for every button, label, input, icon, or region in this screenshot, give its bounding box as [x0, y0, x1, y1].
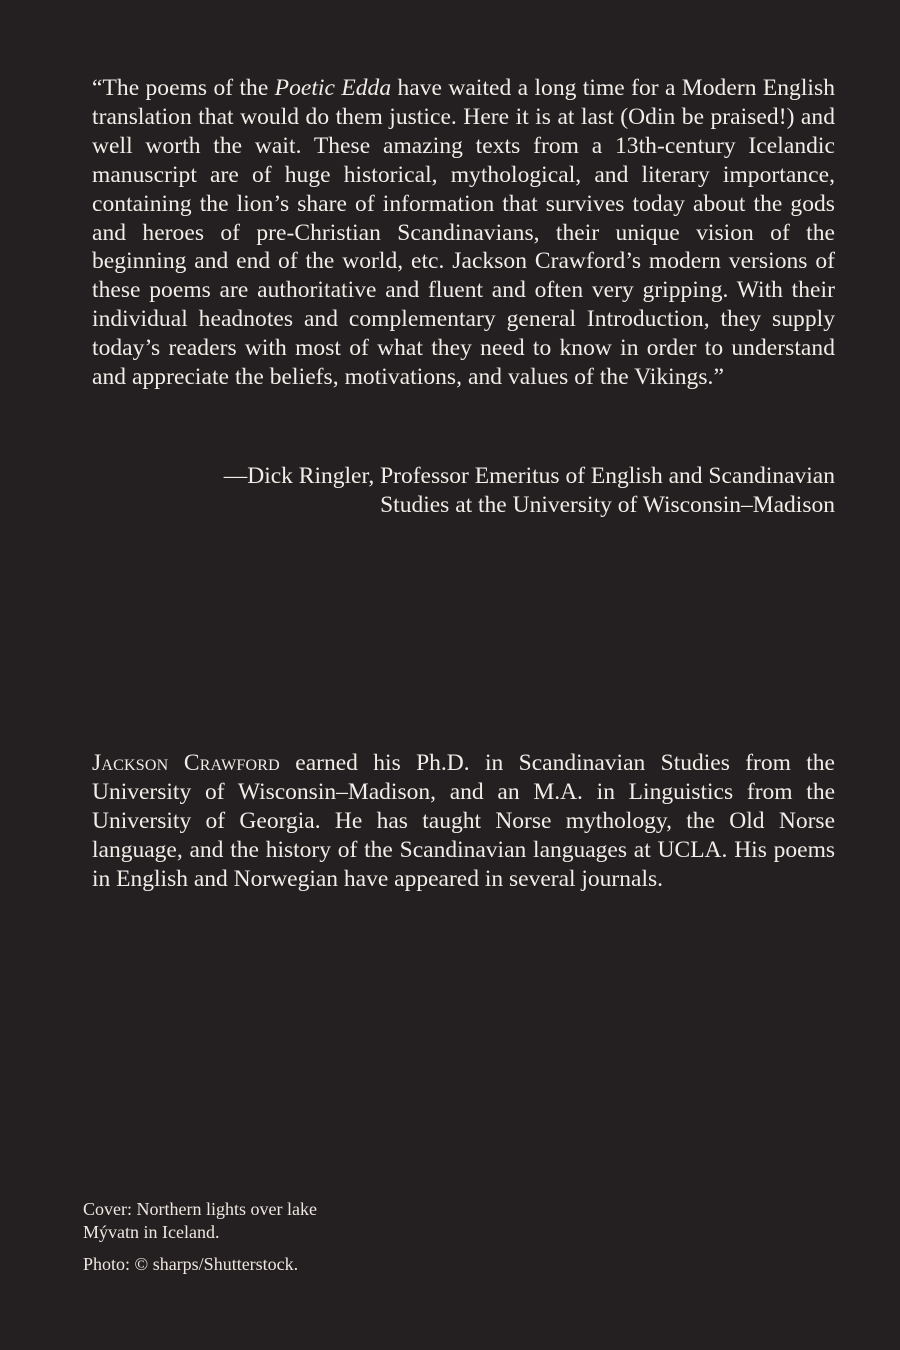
author-name: Jackson Crawford	[92, 750, 280, 776]
cover-credit-line-2: Mývatn in Iceland.	[83, 1222, 220, 1242]
photo-credit: Photo: © sharps/Shutterstock.	[83, 1254, 299, 1274]
attribution-line-1: —Dick Ringler, Professor Emeritus of English and Scandinavian	[223, 463, 835, 489]
quote-attribution	[92, 462, 835, 520]
quote-close-mark: ”	[713, 364, 724, 391]
quote-body: have waited a long time for a Modern English translation that would do them justice. Here it is at last (Odin be praised!) and well worth the wait. These amazing texts from a 13th-century Icelandic manuscript are of huge historical, mythological, and literary importance, containing the lion’s share of information that survives today about the gods and heroes of pre-Christian Scandinavians, their unique vision of the beginning and end of the world, etc. Jackson Crawford’s modern versions of these poems are authoritative and fluent and often very gripping. With their individual headnotes and complementary general Introduction, they supply today’s readers with most of what they need to know in order to understand and appreciate the beliefs, motivations, and values of the Vikings.	[92, 75, 835, 391]
attribution-line-2: Studies at the University of Wisconsin–Madison	[380, 492, 835, 518]
quote-open-mark: “	[92, 75, 103, 101]
author-bio-text	[92, 749, 835, 894]
cover-credits	[83, 1198, 403, 1276]
author-bio-body: earned his Ph.D. in Scandinavian Studies from the University of Wisconsin–Madison, and an M.A. in Linguistics from the University of Georgia. He has taught Norse mythology, the Old Norse language, and the history of the Scandinavian languages at UCLA. His poems in English and Norwegian have appeared in several journals.	[92, 750, 835, 892]
blurb-quote-text	[92, 74, 835, 392]
blurb-quote	[92, 74, 835, 392]
author-bio	[92, 749, 835, 894]
quote-prefix: The poems of the	[102, 75, 275, 101]
book-title-italic: Poetic Edda	[274, 75, 392, 101]
cover-credit-line-1: Cover: Northern lights over lake	[83, 1199, 317, 1219]
